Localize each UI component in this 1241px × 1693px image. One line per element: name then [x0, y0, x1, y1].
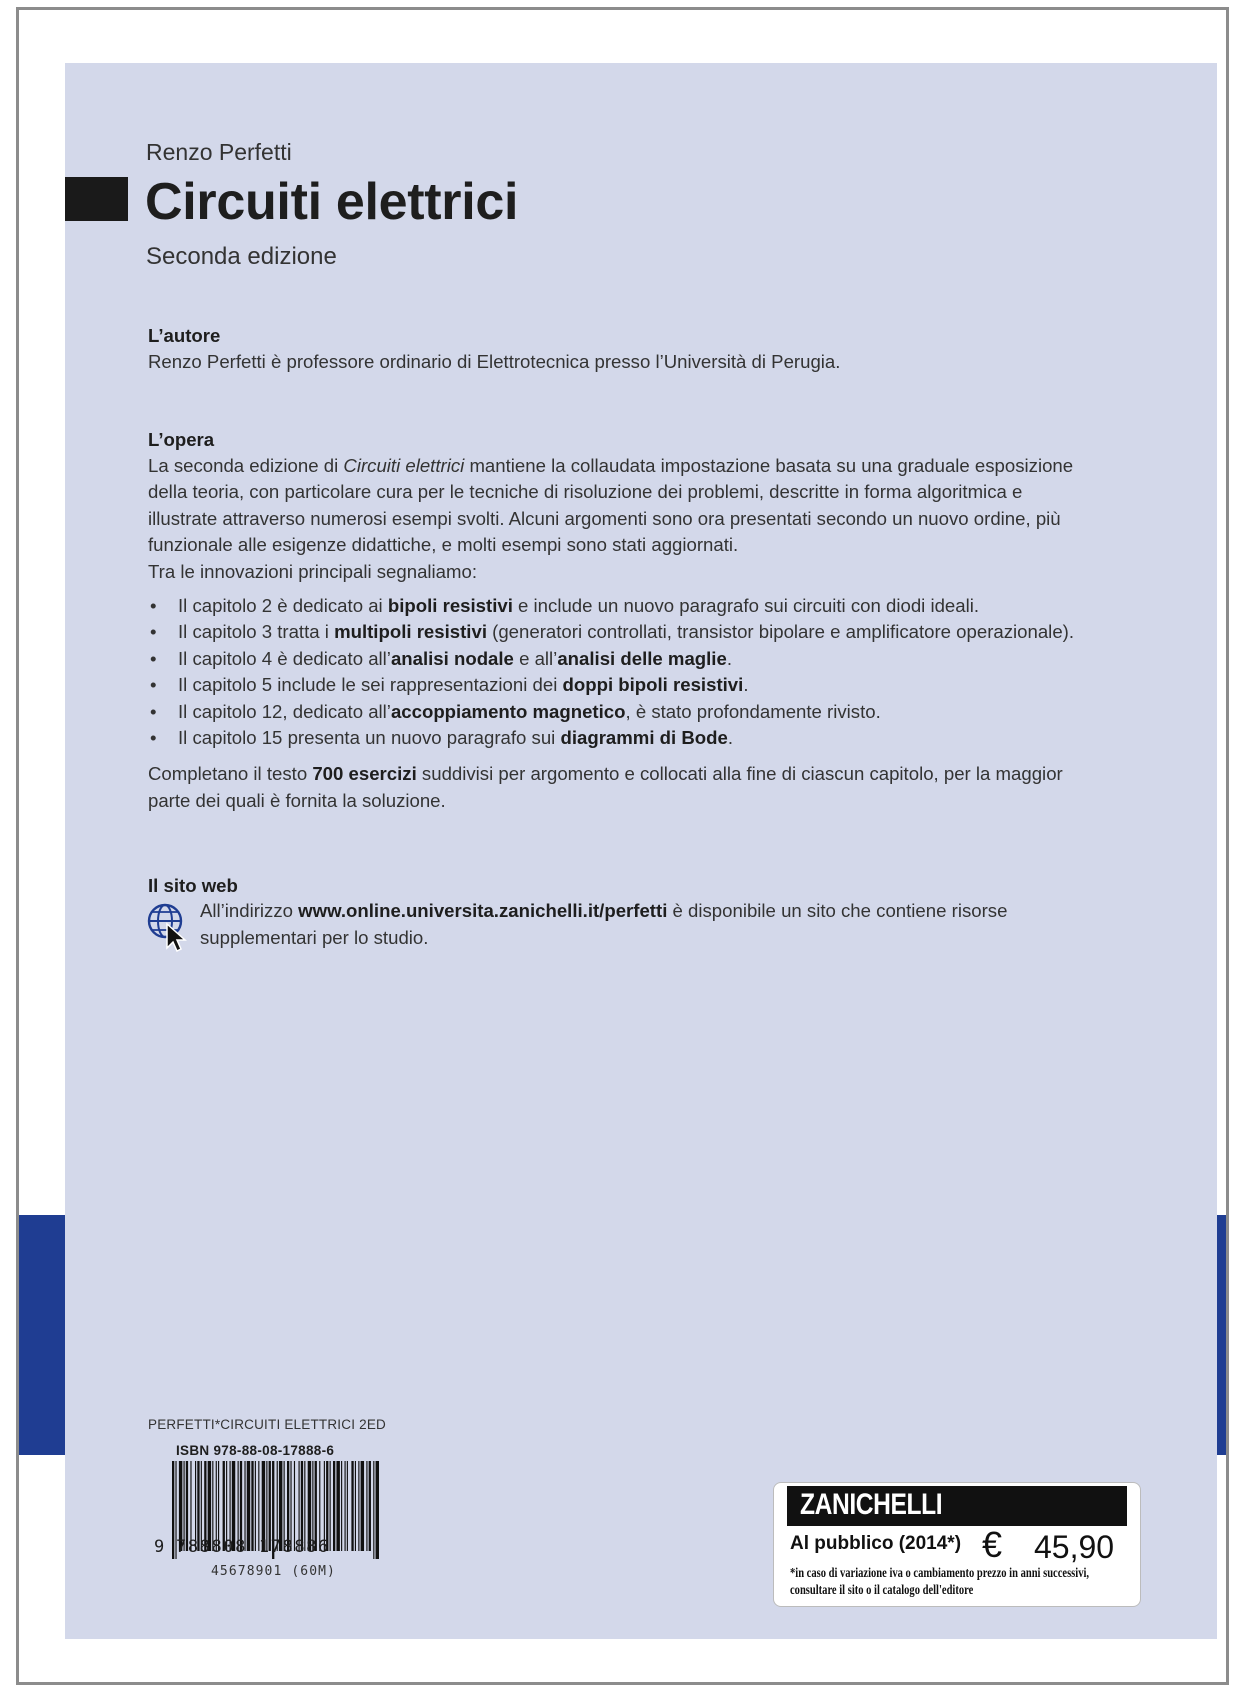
work-section: [148, 427, 1088, 814]
barcode-bar: [361, 1461, 364, 1551]
barcode-lead-digit: 9: [154, 1537, 165, 1557]
publisher-name: ZANICHELLI: [800, 1488, 943, 1521]
blue-band-left: [19, 1215, 65, 1455]
website-url[interactable]: www.online.universita.zanichelli.it/perfetti: [298, 900, 668, 921]
website-text: All’indirizzo www.online.universita.zanichelli.it/perfetti è disponibile un sito che contiene risorse supplementari per lo studio.: [200, 900, 1008, 948]
publisher-bar: [787, 1486, 1127, 1526]
barcode-bar: [172, 1461, 174, 1559]
barcode-bar: [333, 1461, 335, 1551]
barcode-digits: 788808 178886: [176, 1537, 330, 1557]
product-code: PERFETTI*CIRCUITI ELETTRICI 2ED: [148, 1417, 386, 1432]
currency-symbol: €: [982, 1524, 1003, 1565]
author-section: [148, 323, 1088, 375]
list-item: • Il capitolo 3 tratta i multipoli resistivi (generatori controllati, transistor bipolare e amplificatore operazionale).: [148, 619, 1088, 645]
isbn-text: ISBN 978-88-08-17888-6: [176, 1443, 335, 1458]
price-value: 45,90: [1034, 1529, 1115, 1565]
author-bio: Renzo Perfetti è professore ordinario di Elettrotecnica presso l’Università di Perugia.: [148, 351, 841, 372]
website-section: [148, 873, 1088, 899]
work-intro-title: Circuiti elettrici: [343, 455, 465, 476]
book-author: Renzo Perfetti: [146, 139, 292, 165]
author-heading: L’autore: [148, 325, 221, 346]
internal-code: 45678901 (60M): [211, 1564, 336, 1579]
book-title: Circuiti elettrici: [145, 173, 519, 231]
barcode-bar: [351, 1461, 353, 1551]
list-item: • Il capitolo 12, dedicato all’accoppiamento magnetico, è stato profondamente rivisto.: [148, 699, 1088, 725]
barcode-bar: [366, 1461, 367, 1551]
book-edition: Seconda edizione: [146, 243, 337, 270]
barcode-bar: [345, 1461, 346, 1551]
barcode-bar: [341, 1461, 342, 1551]
exercises-paragraph: Completano il testo 700 esercizi suddivisi per argomento e collocati alla fine di ciascun capitolo, per la maggior parte dei quali è fornita la soluzione.: [148, 763, 1063, 811]
list-item: • Il capitolo 15 presenta un nuovo paragrafo sui diagrammi di Bode.: [148, 725, 1088, 751]
list-item: • Il capitolo 2 è dedicato ai bipoli resistivi e include un nuovo paragrafo sui circuiti con diodi ideali.: [148, 593, 1088, 619]
website-heading: Il sito web: [148, 875, 238, 896]
price-note: *in caso di variazione iva o cambiamento prezzo in anni successivi, consultare il sito o il catalogo dell'editore: [790, 1565, 1090, 1597]
barcode-bar: [369, 1461, 371, 1551]
title-marker-bar: [65, 177, 128, 221]
innovations-list: [148, 593, 1088, 751]
barcode-bar: [336, 1461, 339, 1551]
list-item: • Il capitolo 4 è dedicato all’analisi nodale e all’analisi delle maglie.: [148, 646, 1088, 672]
globe-cursor-icon: [147, 902, 191, 952]
barcode-bar: [347, 1461, 348, 1551]
barcode-bar: [355, 1461, 356, 1551]
work-intro: La seconda edizione di Circuiti elettrici mantiene la collaudata impostazione basata su una graduale esposizione della teoria, con particolare cura per le tecniche di risoluzione dei problemi, descritte in forma algoritmica e illustrate attraverso numerosi esempi svolti. Alcuni argomenti sono ora presentati secondo un nuovo ordine, più funzionale alle esigenze didattiche, e molti esempi sono stati aggiornati.: [148, 455, 1074, 556]
barcode-bar: [373, 1461, 374, 1559]
work-heading: L’opera: [148, 429, 215, 450]
price-sticker: [773, 1482, 1141, 1607]
back-cover: [65, 63, 1217, 1639]
barcode-bar: [376, 1461, 379, 1559]
public-price-label: Al pubblico (2014*): [790, 1533, 962, 1554]
barcode-bar: [358, 1461, 359, 1551]
innovations-intro: Tra le innovazioni principali segnaliamo:: [148, 560, 478, 582]
list-item: • Il capitolo 5 include le sei rappresentazioni dei doppi bipoli resistivi.: [148, 672, 1088, 698]
